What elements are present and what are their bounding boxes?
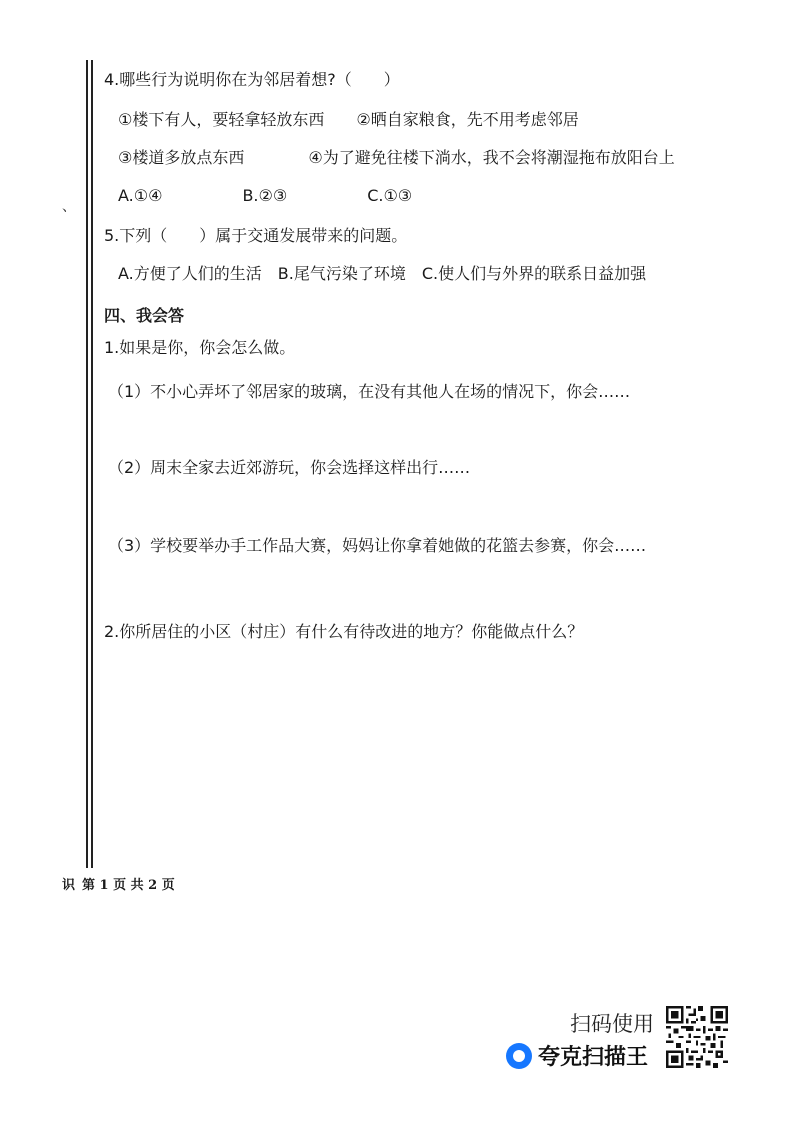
brand-name: 夸克扫描王 [538, 1045, 649, 1070]
question-4-choices-line-2: ③楼道多放点东西 ④为了避免往楼下淌水，我不会将潮湿拖布放阳台上 [118, 148, 675, 167]
section-4-question-1-stem: 1.如果是你，你会怎么做。 [104, 338, 296, 357]
question-4-stem: 4.哪些行为说明你在为邻居着想?（ ） [104, 70, 400, 89]
section-4-question-1-sub-1: （1）不小心弄坏了邻居家的玻璃，在没有其他人在场的情况下，你会…… [108, 382, 631, 401]
qr-code-icon [666, 1006, 728, 1068]
question-5-stem: 5.下列（ ）属于交通发展带来的问题。 [104, 226, 408, 245]
section-4-question-2-stem: 2.你所居住的小区（村庄）有什么有待改进的地方？你能做点什么？ [104, 622, 584, 641]
scan-label: 扫码使用 [570, 1012, 654, 1036]
margin-side-char: 识 [62, 878, 76, 893]
quark-logo-icon [506, 1043, 532, 1069]
margin-mark: 、 [62, 199, 76, 215]
question-5-options: A.方便了人们的生活 B.尾气污染了环境 C.使人们与外界的联系日益加强 [118, 264, 647, 283]
question-4-options: A.①④ B.②③ C.①③ [118, 186, 413, 205]
section-4-heading: 四、我会答 [104, 306, 185, 325]
binding-margin-line [86, 60, 88, 868]
page-number: 第 1 页 共 2 页 [82, 878, 175, 893]
question-4-choices-line-1: ①楼下有人，要轻拿轻放东西 ②晒自家粮食，先不用考虑邻居 [118, 110, 579, 129]
section-4-question-1-sub-2: （2）周末全家去近郊游玩，你会选择这样出行…… [108, 458, 471, 477]
scanner-brand [506, 1040, 648, 1071]
binding-margin-line-inner [91, 60, 93, 868]
section-4-question-1-sub-3: （3）学校要举办手工作品大赛，妈妈让你拿着她做的花篮去参赛，你会…… [108, 536, 647, 555]
